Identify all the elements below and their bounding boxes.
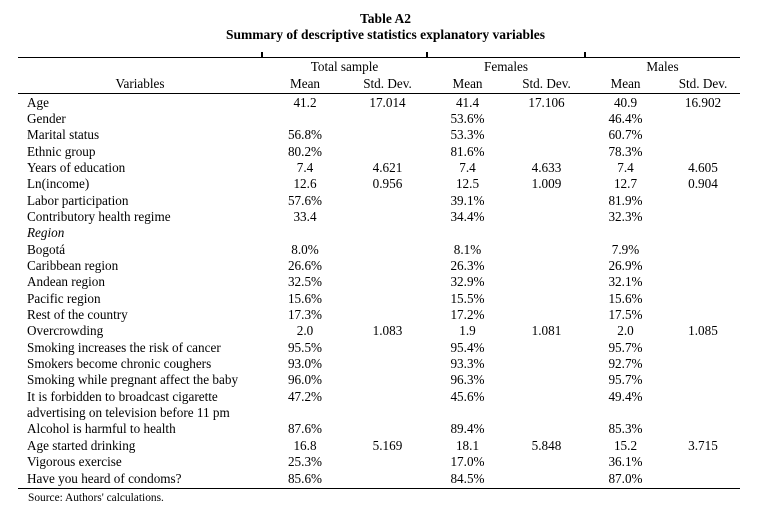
- cell-males-mean: 49.4%: [608, 388, 643, 404]
- header-males-stddev: Std. Dev.: [678, 75, 728, 91]
- cell-males-mean: 12.7: [613, 176, 638, 192]
- variable-label: Andean region: [27, 274, 105, 290]
- table-row: [18, 225, 740, 241]
- variable-label: Gender: [27, 110, 66, 126]
- cell-total-mean: 80.2%: [287, 143, 323, 159]
- cell-females-mean: 7.4: [459, 159, 476, 175]
- cell-females-stddev: 17.106: [528, 94, 565, 110]
- table-row: [18, 127, 740, 143]
- cell-total-stddev: 0.956: [372, 176, 403, 192]
- group-header-row: [18, 59, 740, 76]
- variable-label: Smoking increases the risk of cancer: [27, 339, 221, 355]
- table-row: [18, 340, 740, 356]
- table-row: [18, 356, 740, 372]
- header-females-stddev: Std. Dev.: [522, 75, 571, 91]
- table-row: [18, 258, 740, 274]
- cell-males-mean: 92.7%: [608, 356, 643, 372]
- cell-males-mean: 95.7%: [608, 339, 643, 355]
- table-row: [18, 144, 740, 160]
- cell-total-mean: 25.3%: [287, 454, 323, 470]
- cell-females-mean: 95.4%: [450, 339, 485, 355]
- header-total-stddev: Std. Dev.: [363, 75, 412, 91]
- cell-total-mean: 57.6%: [287, 192, 323, 208]
- table-row: [18, 372, 740, 388]
- cell-males-mean: 2.0: [617, 323, 634, 339]
- cell-total-mean: 15.6%: [287, 290, 323, 306]
- table-caption: [0, 0, 771, 43]
- cell-total-stddev: 5.169: [372, 437, 403, 453]
- variable-label: Age started drinking: [27, 437, 136, 453]
- variable-label: Labor participation: [27, 192, 129, 208]
- cell-females-mean: 81.6%: [450, 143, 485, 159]
- cell-females-mean: 34.4%: [450, 209, 485, 224]
- source-note: Source: Authors' calculations.: [28, 491, 164, 504]
- cell-females-mean: 8.1%: [453, 241, 482, 257]
- cell-males-mean: 81.9%: [608, 192, 643, 208]
- group-header-females: Females: [484, 59, 528, 74]
- cell-males-stddev: 4.605: [688, 159, 718, 175]
- cell-total-stddev: 1.083: [372, 323, 403, 339]
- variable-label: Marital status: [27, 127, 100, 143]
- cell-males-mean: 40.9: [613, 94, 638, 110]
- cell-total-mean: 8.0%: [291, 241, 319, 257]
- variable-label: Smokers become chronic coughers: [27, 356, 212, 372]
- table-row: [18, 274, 740, 290]
- cell-total-mean: 12.6: [293, 176, 317, 192]
- variable-label: Ln(income): [27, 176, 90, 192]
- cell-females-mean: 41.4: [455, 94, 480, 110]
- cell-males-stddev: 0.904: [688, 176, 718, 192]
- cell-total-mean: 17.3%: [287, 307, 323, 323]
- variable-label: Pacific region: [27, 290, 101, 306]
- cell-males-stddev: 1.085: [688, 323, 718, 339]
- table-row: [18, 111, 740, 127]
- column-boundary-tick: [426, 52, 428, 57]
- cell-males-mean: 7.4: [617, 159, 634, 175]
- cell-females-mean: 84.5%: [450, 470, 485, 486]
- table-row: [18, 454, 740, 470]
- cell-males-stddev: 16.902: [684, 94, 722, 110]
- variables-header: Variables: [115, 75, 165, 91]
- cell-females-mean: 1.9: [459, 323, 476, 339]
- cell-total-mean: 95.5%: [287, 339, 323, 355]
- cell-females-stddev: 1.081: [531, 323, 562, 339]
- variable-label: Bogotá: [27, 241, 66, 257]
- table-row: [18, 323, 740, 339]
- variable-label: Rest of the country: [27, 307, 128, 323]
- cell-total-mean: 87.6%: [287, 421, 323, 437]
- table-row: [18, 209, 740, 225]
- cell-females-stddev: 1.009: [531, 176, 562, 192]
- table-number: Table A2: [360, 11, 411, 26]
- table-title: Summary of descriptive statistics explanatory variables: [225, 27, 546, 42]
- cell-males-mean: 36.1%: [608, 454, 643, 470]
- cell-females-mean: 93.3%: [450, 356, 485, 372]
- table-row: [18, 160, 740, 176]
- variable-label: Ethnic group: [27, 143, 96, 159]
- variable-label: Overcrowding: [27, 323, 104, 339]
- variable-label: Alcohol is harmful to health: [27, 421, 176, 437]
- cell-males-mean: 46.4%: [608, 110, 643, 126]
- column-header-row: [18, 76, 740, 93]
- cell-males-mean: 17.5%: [608, 307, 643, 323]
- variable-label: Have you heard of condoms?: [27, 470, 182, 486]
- table-row: [18, 307, 740, 323]
- group-header-total-sample: Total sample: [310, 59, 379, 74]
- header-total-mean: Mean: [289, 75, 321, 91]
- cell-females-mean: 12.5: [455, 176, 480, 192]
- cell-total-mean: 93.0%: [287, 356, 323, 372]
- cell-males-mean: 32.3%: [608, 209, 643, 224]
- cell-males-mean: 15.2: [613, 437, 638, 453]
- statistics-table: [18, 57, 740, 505]
- table-body: [18, 94, 740, 489]
- header-females-mean: Mean: [452, 75, 483, 91]
- cell-males-mean: 7.9%: [611, 241, 640, 257]
- cell-females-mean: 45.6%: [450, 388, 485, 404]
- variable-label: Caribbean region: [27, 258, 119, 274]
- cell-males-mean: 78.3%: [608, 143, 643, 159]
- table-row: [18, 471, 740, 487]
- cell-males-mean: 60.7%: [608, 127, 643, 143]
- table-row: [18, 291, 740, 307]
- cell-females-mean: 53.3%: [450, 127, 485, 143]
- variable-label: It is forbidden to broadcast cigarette advertising on television before 11 pm: [27, 388, 230, 421]
- cell-males-mean: 95.7%: [608, 372, 643, 388]
- cell-total-mean: 41.2: [293, 94, 317, 110]
- column-boundary-tick: [261, 52, 263, 57]
- table-row: [18, 242, 740, 258]
- cell-total-mean: 56.8%: [287, 127, 323, 143]
- cell-total-mean: 33.4: [293, 209, 317, 224]
- cell-females-mean: 39.1%: [450, 192, 485, 208]
- cell-males-stddev: 3.715: [688, 437, 718, 453]
- variable-label: Age: [27, 94, 49, 110]
- cell-females-mean: 18.1: [455, 437, 480, 453]
- variable-label: Contributory health regime: [27, 209, 171, 224]
- table-header: [18, 58, 740, 94]
- cell-total-mean: 96.0%: [287, 372, 323, 388]
- variable-label: Years of education: [27, 159, 126, 175]
- cell-females-mean: 15.5%: [450, 290, 485, 306]
- cell-females-mean: 17.0%: [450, 454, 485, 470]
- cell-total-mean: 85.6%: [287, 470, 323, 486]
- variable-label: Region: [27, 225, 65, 241]
- cell-males-mean: 15.6%: [608, 290, 643, 306]
- table-row: [18, 176, 740, 192]
- table-row: [18, 193, 740, 209]
- table-row: [18, 438, 740, 454]
- cell-total-mean: 47.2%: [287, 388, 323, 404]
- cell-males-mean: 87.0%: [608, 470, 643, 486]
- cell-total-mean: 2.0: [296, 323, 314, 339]
- cell-males-mean: 32.1%: [608, 274, 643, 290]
- cell-females-mean: 96.3%: [450, 372, 485, 388]
- cell-total-stddev: 17.014: [369, 94, 406, 110]
- cell-total-stddev: 4.621: [372, 159, 403, 175]
- group-header-males: Males: [646, 59, 679, 74]
- cell-females-mean: 17.2%: [450, 307, 485, 323]
- cell-total-mean: 16.8: [293, 437, 317, 453]
- cell-total-mean: 7.4: [296, 159, 314, 175]
- cell-females-mean: 26.3%: [450, 258, 485, 274]
- cell-females-mean: 53.6%: [450, 110, 485, 126]
- table-row: [18, 389, 740, 422]
- table-row: [18, 95, 740, 111]
- table-row: [18, 421, 740, 437]
- header-males-mean: Mean: [610, 75, 641, 91]
- cell-females-mean: 32.9%: [450, 274, 485, 290]
- cell-total-mean: 26.6%: [287, 258, 323, 274]
- column-boundary-tick: [584, 52, 586, 57]
- cell-females-stddev: 5.848: [531, 437, 562, 453]
- cell-total-mean: 32.5%: [287, 274, 323, 290]
- cell-males-mean: 85.3%: [608, 421, 643, 437]
- cell-females-stddev: 4.633: [531, 159, 562, 175]
- cell-males-mean: 26.9%: [608, 258, 643, 274]
- variable-label: Vigorous exercise: [27, 454, 122, 470]
- cell-females-mean: 89.4%: [450, 421, 485, 437]
- variable-label: Smoking while pregnant affect the baby: [27, 372, 239, 388]
